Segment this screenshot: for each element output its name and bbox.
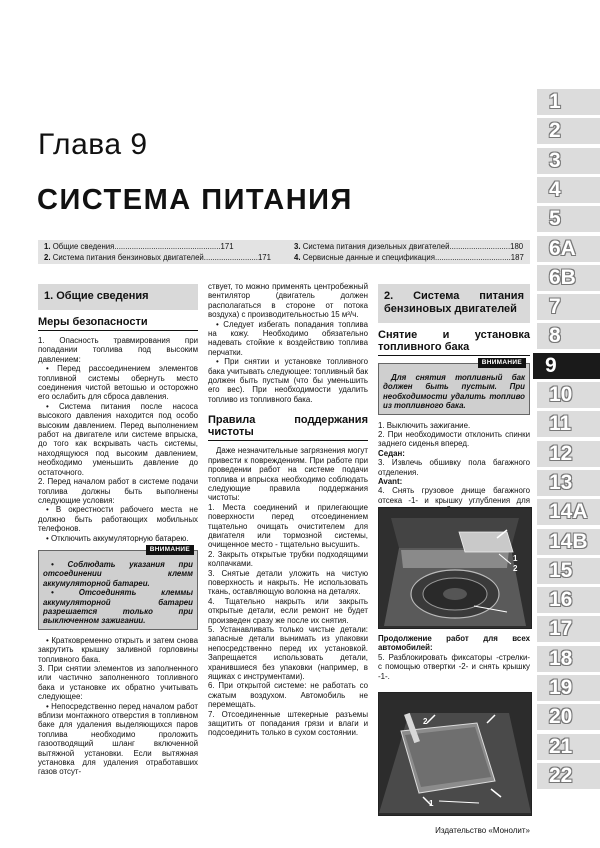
paragraph: 5. Разблокировать фиксаторы -стрелки- с помощью отвертки -2- и снять крышку -1-. <box>378 652 530 681</box>
figure-label-1: 1 <box>513 554 518 563</box>
paragraph: • Непосредственно перед началом работ вблизи монтажного отверстия в топливном баке для удаления выделяющихся паров топлива необходимо проложить газоотводящий шланг включенной вытяжной установки. Если вытяжная установка для удаления отработавших газов отсут- <box>38 701 198 777</box>
chapter-tab-22[interactable]: 22 <box>537 763 600 789</box>
chapter-tab-16[interactable]: 16 <box>537 587 600 613</box>
chapter-tab-9[interactable]: 9 <box>533 353 600 379</box>
chapter-tab-2[interactable]: 2 <box>537 118 600 144</box>
publisher-footer: Издательство «Монолит» <box>435 826 530 835</box>
warning-text: Для снятия топливный бак должен быть пустым. При необходимости удалить топливо из топливного бака. <box>383 373 525 411</box>
toc-item[interactable] <box>294 253 524 262</box>
toc-dots: ......................... <box>203 253 258 262</box>
chapter-tab-13[interactable]: 13 <box>537 470 600 496</box>
chapter-tab-6b[interactable]: 6B <box>537 265 600 291</box>
chapter-tab-18[interactable]: 18 <box>537 646 600 672</box>
chapter-tab-21[interactable]: 21 <box>537 734 600 760</box>
paragraph: 3. При снятии элементов из заполненного или частично заполненного топливного бака и установке их обратно учитывать следующее: <box>38 664 198 702</box>
paragraph: • При снятии и установке топливного бака учитывать следующее: топливный бак должен быть пустым (что бы уменьшить его вес). При необходимости удалить топливо из топливного бака. <box>208 357 368 404</box>
paragraph: • Следует избегать попадания топлива на кожу. Необходимо обязательно надевать стойкие к воздействию топлива перчатки. <box>208 319 368 357</box>
toc-page: 171 <box>257 253 271 262</box>
chapter-tab-6a[interactable]: 6A <box>537 236 600 262</box>
figure-label-2: 2 <box>423 717 428 726</box>
chapter-tab-20[interactable]: 20 <box>537 704 600 730</box>
toc-num: 3. <box>294 242 301 251</box>
paragraph: 3. Снятые детали уложить на чистую поверхность и накрыть. Не использовать ткань, оставляющую волокна на деталях. <box>208 568 368 597</box>
toc-dots: ............................ <box>449 242 511 251</box>
paragraph: 4. Тщательно накрыть или закрыть открытые детали, если ремонт не будет произведен сразу же после их снятия. <box>208 596 368 625</box>
cover-illustration <box>379 693 531 815</box>
paragraph: 4. Снять грузовое днище багажного отсека -1- и крышку углубления для <box>378 486 530 505</box>
figure-label-1: 1 <box>429 799 434 808</box>
paragraph: 1. Выключить зажигание. <box>378 420 471 430</box>
chapter-title: СИСТЕМА ПИТАНИЯ <box>37 184 353 216</box>
toc-dots: ................................................. <box>114 242 221 251</box>
label-all-vehicles: Продолжение работ для всех автомобилей: <box>378 634 530 653</box>
chapter-tab-3[interactable]: 3 <box>537 148 600 174</box>
warning-box <box>38 545 198 630</box>
paragraph: 6. При открытой системе: не работать со сжатым воздухом. Автомобиль не перемещать. <box>208 681 368 710</box>
column-2 <box>208 282 368 738</box>
chapter-label: Глава 9 <box>38 128 148 161</box>
toc-dots: ................................... <box>434 253 511 262</box>
chapter-tab-14b[interactable]: 14B <box>537 529 600 555</box>
paragraph: 1. Опасность травмирования при попадании топлива под высоким давлением: <box>38 336 198 364</box>
column-1 <box>38 284 198 777</box>
toc-item[interactable] <box>294 242 523 251</box>
chapter-tab-10[interactable]: 10 <box>537 382 600 408</box>
toc-label: Система питания бензиновых двигателей <box>52 253 204 262</box>
paragraph: 2. При необходимости отклонить спинки заднего сиденья вперед. <box>378 430 530 449</box>
chapter-tab-11[interactable]: 11 <box>537 411 600 437</box>
paragraph: • Отключить аккумуляторную батарею. <box>46 533 189 543</box>
chapter-tab-15[interactable]: 15 <box>537 558 600 584</box>
paragraph: • Система питания после насоса высокого давления находится под особо высоким давлением. Перед выполнением работ на двигателе или системе впрыска, до того как вскрывать часть системы, находящуюся под высоким давлением, необходимо уменьшить давление до остаточного. <box>38 401 198 477</box>
paragraph: 7. Отсоединенные штекерные разъемы защитить от попадания грязи и влаги и подсоединить только в сухом состоянии. <box>208 709 368 738</box>
paragraph: • Кратковременно открыть и затем снова закрутить крышку заливной горловины топливного бака. <box>38 635 198 664</box>
trunk-illustration <box>379 508 531 628</box>
subsection-safety: Меры безопасности <box>38 316 198 331</box>
warning-text: • Соблюдать указания при отсоединении клемм аккумуляторной батареи. <box>43 559 193 588</box>
toc-page: 187 <box>510 253 524 262</box>
column-3 <box>378 284 530 515</box>
label-avant: Avant: <box>378 477 403 487</box>
toc-item[interactable] <box>44 242 234 251</box>
warning-tag: ВНИМАНИЕ <box>146 545 194 555</box>
chapter-tab-5[interactable]: 5 <box>537 206 600 232</box>
subsection-fuel-tank: Снятие и установка топливного бака <box>378 329 530 356</box>
warning-text: • Отсоединять клеммы аккумуляторной батареи разрешается только при выключенном зажигании. <box>43 588 193 626</box>
table-of-contents <box>38 240 530 264</box>
chapter-tab-1[interactable]: 1 <box>537 89 600 115</box>
paragraph: 3. Извлечь обшивку пола багажного отделения. <box>378 458 530 477</box>
label-sedan: Седан: <box>378 448 405 458</box>
paragraph: • В окрестности рабочего места не должно быть работающих мобильных телефонов. <box>38 505 198 534</box>
paragraph: 2. Перед началом работ в системе подачи топлива должны быть выполнены следующие условия: <box>38 477 198 505</box>
paragraph: 2. Закрыть открытые трубки подходящими колпачками. <box>208 549 368 569</box>
paragraph: Даже незначительные загрязнения могут привести к повреждениям. При работе при проведении работ на системе подачи топлива и впрыска необходимо соблюдать следующие правила поддержания чистоты: <box>208 446 368 503</box>
paragraph: 1. Места соединений и прилегающие поверхности перед отсоединением тщательно очищать очистителем для двигателя или тормозной системы, очищенное место - тщательно высушить. <box>208 502 368 550</box>
figure-trunk-spare-wheel <box>378 507 532 629</box>
chapter-tab-7[interactable]: 7 <box>537 294 600 320</box>
chapter-tab-14a[interactable]: 14A <box>537 499 600 525</box>
toc-page: 180 <box>510 242 524 251</box>
chapter-tab-17[interactable]: 17 <box>537 616 600 642</box>
toc-num: 2. <box>44 253 51 262</box>
toc-label: Сервисные данные и спецификация <box>302 253 435 262</box>
paragraph: • Перед рассоединением элементов топливной системы обернуть место соединения чистой ветошью и осторожно его ослабить для сброса давления. <box>38 364 198 402</box>
section-header-general: 1. Общие сведения <box>38 284 198 310</box>
paragraph: 5. Устанавливать только чистые детали: запасные детали вынимать из упаковки непосредственно перед их установкой. Запрещается использовать детали, хранившиеся без упаковки (например, в ящиках с инструментами). <box>208 625 368 682</box>
chapter-tab-12[interactable]: 12 <box>537 441 600 467</box>
figure-label-2: 2 <box>513 564 518 573</box>
figure-cover-latches <box>378 692 532 816</box>
subsection-cleanliness: Правила поддержания чистоты <box>208 414 368 441</box>
toc-num: 1. <box>44 242 51 251</box>
chapter-tab-8[interactable]: 8 <box>537 323 600 349</box>
warning-box <box>378 359 530 415</box>
section-header-petrol: 2. Система питания бензиновых двигателей <box>378 284 530 323</box>
toc-label: Общие сведения <box>52 242 115 251</box>
column-3-continued <box>378 634 530 681</box>
chapter-tab-19[interactable]: 19 <box>537 675 600 701</box>
toc-num: 4. <box>294 253 301 262</box>
warning-tag: ВНИМАНИЕ <box>478 358 526 368</box>
chapter-tab-4[interactable]: 4 <box>537 177 600 203</box>
toc-item[interactable] <box>44 253 271 262</box>
paragraph: ствует, то можно применять центробежный вентилятор (двигатель должен располагаться в стороне от потока воздуха) с производительностью 15 м³/ч. <box>208 282 368 320</box>
toc-label: Система питания дизельных двигателей <box>302 242 450 251</box>
toc-page: 171 <box>220 242 234 251</box>
